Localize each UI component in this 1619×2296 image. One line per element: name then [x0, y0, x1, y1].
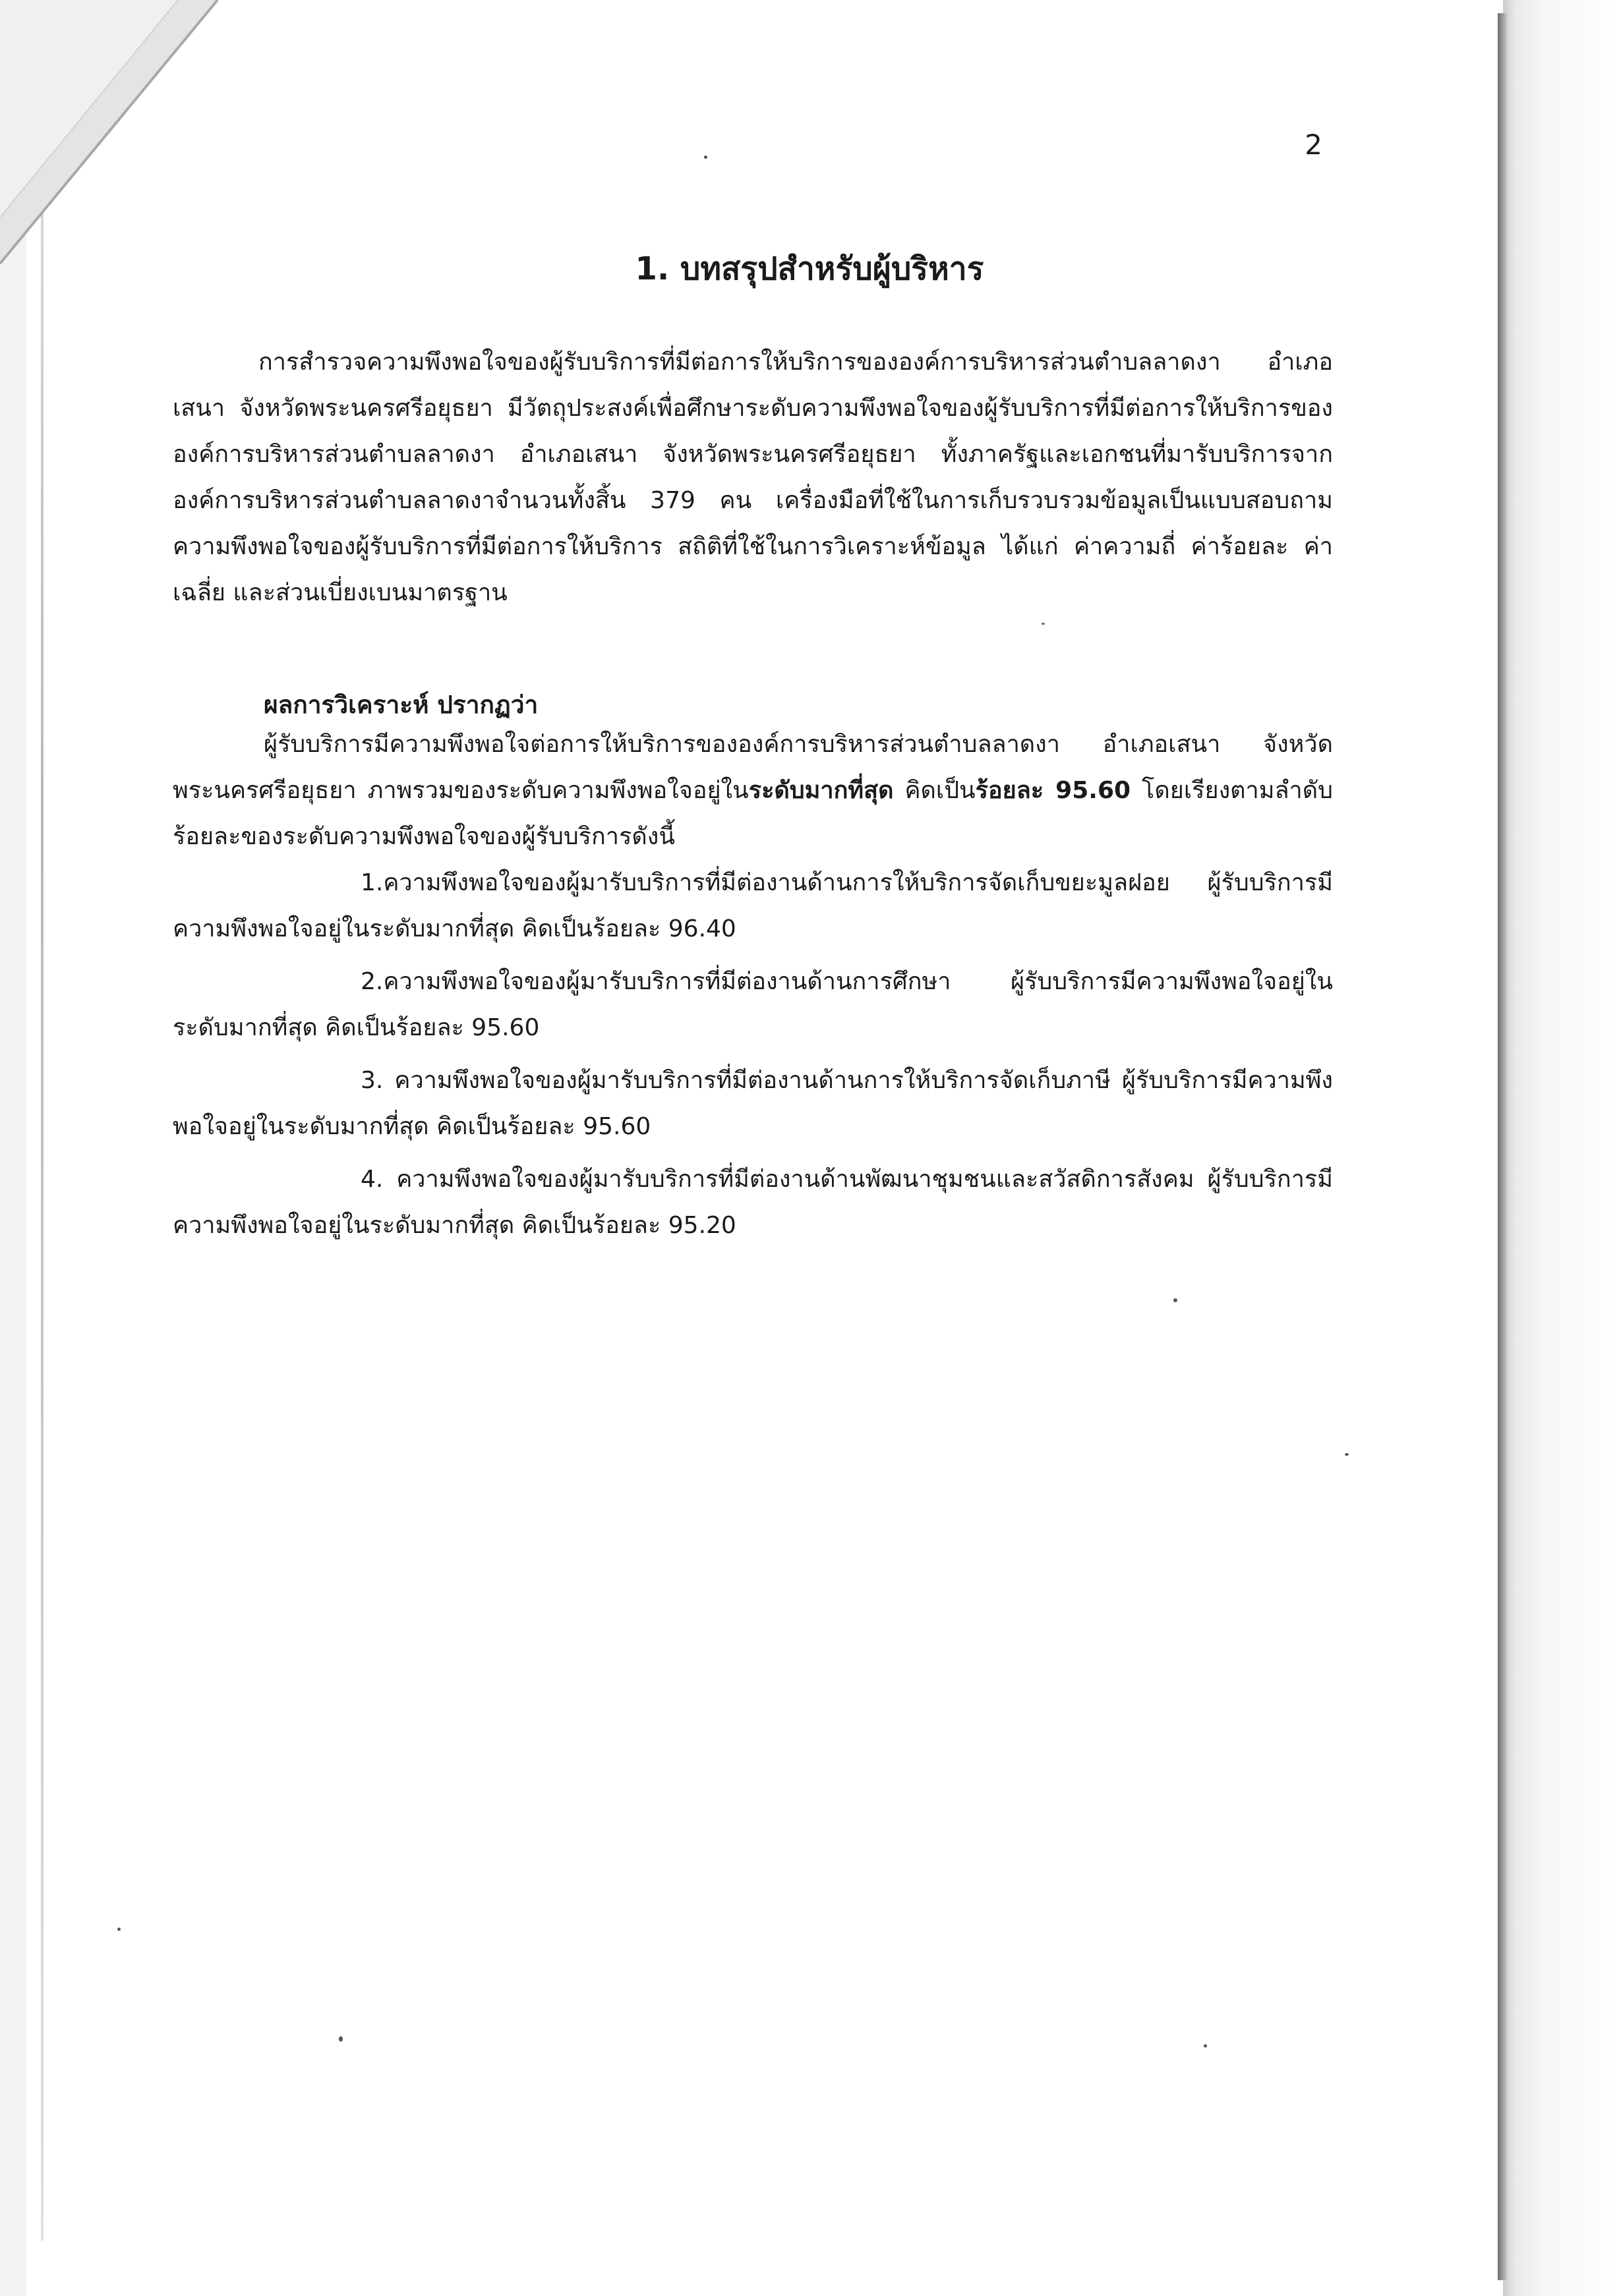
scan-speck [1204, 2044, 1207, 2048]
scan-speck [1173, 1298, 1177, 1302]
summary-percent: ร้อยละ 95.60 [975, 777, 1131, 804]
intro-paragraph: การสำรวจความพึงพอใจของผู้รับบริการที่มีต่อการให้บริการขององค์การบริหารส่วนตำบลลาดงา อำเภอเสนา จังหวัดพระนครศรีอยุธยา มีวัตถุประสงค์เพื่อศึกษาระดับความพึงพอใจของผู้รับบริการที่มีต่อการให้บริการขององค์การบริหารส่วนตำบลลาดงา อำเภอเสนา จังหวัดพระนครศรีอยุธยา ทั้งภาครัฐและเอกชนที่มารับบริการจากองค์การบริหารส่วนตำบลลาดงาจำนวนทั้งสิ้น 379 คน เครื่องมือที่ใช้ในการเก็บรวบรวมข้อมูลเป็นแบบสอบถามความพึงพอใจของผู้รับบริการที่มีต่อการให้บริการ สถิติที่ใช้ในการวิเคราะห์ข้อมูล ได้แก่ ค่าความถี่ ค่าร้อยละ ค่าเฉลี่ย และส่วนเบี่ยงเบนมาตรฐาน [173, 349, 1333, 606]
result-item-4: 4. ความพึงพอใจของผู้มารับบริการที่มีต่องานด้านพัฒนาชุมชนและสวัสดิการสังคม ผู้รับบริการมีความพึงพอใจอยู่ในระดับมากที่สุด คิดเป็นร้อยละ 95.20 [173, 1166, 1333, 1239]
scan-edge-left [41, 198, 44, 2241]
result-item-2: 2.ความพึงพอใจของผู้มารับบริการที่มีต่องานด้านการศึกษา ผู้รับบริการมีความพึงพอใจอยู่ในระดับมากที่สุด คิดเป็นร้อยละ 95.60 [173, 968, 1333, 1041]
scan-speck [1042, 623, 1045, 625]
scan-edge-right [1498, 13, 1507, 2280]
results-heading: ผลการวิเคราะห์ ปรากฏว่า [264, 691, 539, 719]
summary-lead: ผู้รับบริการมีความพึงพอใจต่อการให้บริการขององค์การบริหารส่วนตำบลลาดงา อำเภอเสนา จังหวัดพระนครศรีอยุธยา ภาพรวมของระดับความพึงพอใจอยู่ใน [173, 731, 1333, 804]
section-title: 1. บทสรุปสำหรับผู้บริหาร [635, 250, 984, 287]
scan-speck [117, 1928, 121, 1931]
result-item-1: 1.ความพึงพอใจของผู้มารับบริการที่มีต่องานด้านการให้บริการจัดเก็บขยะมูลฝอย ผู้รับบริการมีความพึงพอใจอยู่ในระดับมากที่สุด คิดเป็นร้อยละ 96.40 [173, 869, 1333, 942]
summary-level: ระดับมากที่สุด [748, 777, 894, 804]
page-number: 2 [1305, 129, 1322, 161]
scan-speck [1345, 1453, 1349, 1456]
scan-speck [339, 2036, 343, 2042]
result-item-3: 3. ความพึงพอใจของผู้มารับบริการที่มีต่องานด้านการให้บริการจัดเก็บภาษี ผู้รับบริการมีความพึงพอใจอยู่ในระดับมากที่สุด คิดเป็นร้อยละ 95.60 [173, 1067, 1333, 1140]
scan-speck [704, 156, 707, 159]
summary-paragraph [173, 722, 1333, 860]
folded-corner [0, 0, 277, 277]
scan-edge-shadow [1503, 0, 1619, 2296]
summary-middle: คิดเป็น [893, 777, 976, 804]
summary-tail: โดยเรียงตามลำดับร้อยละของระดับความพึงพอใจของผู้รับบริการดังนี้ [173, 777, 1333, 850]
